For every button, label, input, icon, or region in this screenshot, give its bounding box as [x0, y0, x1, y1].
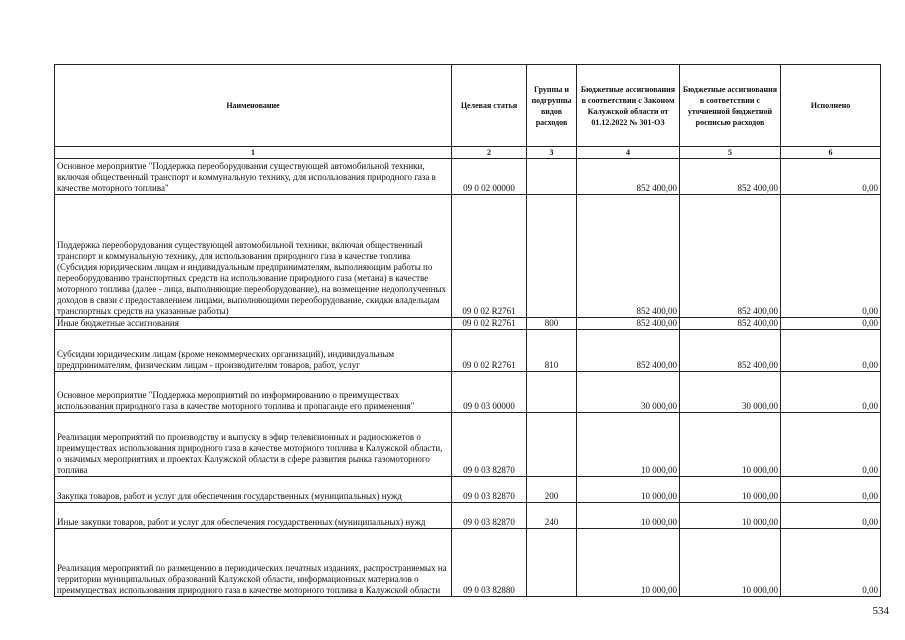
row-law-allocation: 10 000,00: [577, 413, 680, 477]
row-name: Поддержка переоборудования существующей автомобильной техники, включая общественный транспорт и коммунальную технику, для использования природного газа в качестве топлива (Субсидия юридическим лицам и индивидуальным предпринимателям, выполняющим работы по переоборудованию транспортных средств на использование природного газа (метана) в качестве моторного топлива (далее - лица, выполняющие переоборудование), на возмещение недополученных доходов в связи с предоставлением лицами, выполняющими переоборудование, скидки владельцам транспортных средств на указанные работы): [55, 195, 452, 318]
header-expense-group: Группы и подгруппы видов расходов: [527, 65, 577, 147]
page-number: 534: [872, 605, 889, 617]
row-expense-group: 810: [527, 330, 577, 372]
row-name: Основное мероприятие "Поддержка мероприятий по информированию о преимуществах использования природного газа в качестве моторного топлива и пропаганде его применения": [55, 372, 452, 413]
row-expense-group: [527, 195, 577, 318]
column-number: 6: [781, 147, 881, 159]
table-header-row: [55, 65, 881, 147]
table-row: [55, 413, 881, 477]
row-law-allocation: 10 000,00: [577, 503, 680, 529]
row-name: Реализация мероприятий по размещению в периодических печатных изданиях, распространяемых на территории муниципальных образований Калужской области, информационных материалов о преимуществах использования природного газа в качестве моторного топлива в Калужской области: [55, 529, 452, 597]
column-number: 1: [55, 147, 452, 159]
column-number-row: [55, 147, 881, 159]
row-expense-group: 200: [527, 477, 577, 503]
row-expense-group: [527, 372, 577, 413]
row-refined-allocation: 10 000,00: [680, 413, 781, 477]
row-refined-allocation: 10 000,00: [680, 503, 781, 529]
header-law-allocation: Бюджетные ассигнования в соответствии с Законом Калужской области от 01.12.2022 № 301-ОЗ: [577, 65, 680, 147]
row-target-article: 09 0 02 R2761: [452, 330, 527, 372]
table-row: [55, 503, 881, 529]
row-refined-allocation: 852 400,00: [680, 330, 781, 372]
table-row: [55, 318, 881, 330]
row-executed: 0,00: [781, 318, 881, 330]
column-number: 3: [527, 147, 577, 159]
row-target-article: 09 0 03 82870: [452, 503, 527, 529]
row-law-allocation: 30 000,00: [577, 372, 680, 413]
row-refined-allocation: 852 400,00: [680, 159, 781, 195]
header-name: Наименование: [55, 65, 452, 147]
row-law-allocation: 10 000,00: [577, 529, 680, 597]
row-expense-group: [527, 159, 577, 195]
budget-execution-table: [54, 64, 881, 597]
table-row: [55, 529, 881, 597]
row-target-article: 09 0 02 00000: [452, 159, 527, 195]
header-refined-allocation: Бюджетные ассигнования в соответствии с уточненной бюджетной росписью расходов: [680, 65, 781, 147]
row-law-allocation: 852 400,00: [577, 195, 680, 318]
row-law-allocation: 852 400,00: [577, 318, 680, 330]
row-name: Реализация мероприятий по производству и выпуску в эфир телевизионных и радиосюжетов о преимуществах использования природного газа в качестве моторного топлива в Калужской области, о значимых мероприятиях и проектах Калужской области в сфере развития рынка газомоторного топлива: [55, 413, 452, 477]
row-executed: 0,00: [781, 195, 881, 318]
row-refined-allocation: 10 000,00: [680, 529, 781, 597]
row-executed: 0,00: [781, 477, 881, 503]
row-refined-allocation: 10 000,00: [680, 477, 781, 503]
column-number: 5: [680, 147, 781, 159]
row-refined-allocation: 852 400,00: [680, 195, 781, 318]
row-target-article: 09 0 03 82870: [452, 413, 527, 477]
row-target-article: 09 0 02 R2761: [452, 318, 527, 330]
row-executed: 0,00: [781, 159, 881, 195]
row-name: Иные бюджетные ассигнования: [55, 318, 452, 330]
header-target-article: Целевая статья: [452, 65, 527, 147]
row-executed: 0,00: [781, 503, 881, 529]
table-row: [55, 330, 881, 372]
table-row: [55, 195, 881, 318]
row-refined-allocation: 30 000,00: [680, 372, 781, 413]
row-law-allocation: 10 000,00: [577, 477, 680, 503]
row-name: Иные закупки товаров, работ и услуг для обеспечения государственных (муниципальных) нужд: [55, 503, 452, 529]
table-row: [55, 477, 881, 503]
row-executed: 0,00: [781, 529, 881, 597]
row-expense-group: 240: [527, 503, 577, 529]
row-expense-group: [527, 413, 577, 477]
row-name: Основное мероприятие "Поддержка переоборудования существующей автомобильной техники, включая общественный транспорт и коммунальную технику, для использования природного газа в качестве моторного топлива": [55, 159, 452, 195]
row-target-article: 09 0 02 R2761: [452, 195, 527, 318]
row-target-article: 09 0 03 82870: [452, 477, 527, 503]
row-law-allocation: 852 400,00: [577, 330, 680, 372]
table-row: [55, 372, 881, 413]
table-row: [55, 159, 881, 195]
row-name: Закупка товаров, работ и услуг для обеспечения государственных (муниципальных) нужд: [55, 477, 452, 503]
row-expense-group: 800: [527, 318, 577, 330]
row-target-article: 09 0 03 00000: [452, 372, 527, 413]
column-number: 4: [577, 147, 680, 159]
row-refined-allocation: 852 400,00: [680, 318, 781, 330]
row-executed: 0,00: [781, 330, 881, 372]
row-target-article: 09 0 03 82880: [452, 529, 527, 597]
row-executed: 0,00: [781, 372, 881, 413]
column-number: 2: [452, 147, 527, 159]
row-name: Субсидии юридическим лицам (кроме некоммерческих организаций), индивидуальным предпринимателям, физическим лицам - производителям товаров, работ, услуг: [55, 330, 452, 372]
row-executed: 0,00: [781, 413, 881, 477]
row-law-allocation: 852 400,00: [577, 159, 680, 195]
header-executed: Исполнено: [781, 65, 881, 147]
row-expense-group: [527, 529, 577, 597]
